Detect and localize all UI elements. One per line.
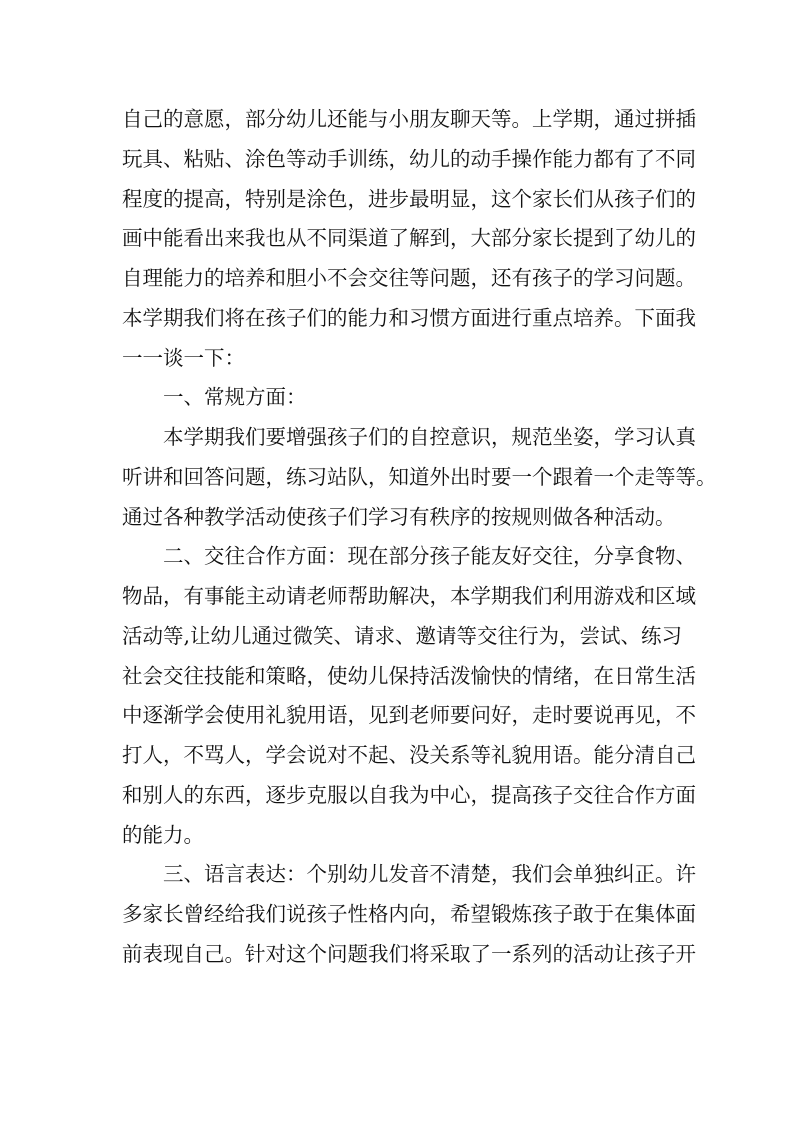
text-line: 物品，有事能主动请老师帮助解决，本学期我们利用游戏和区域 (122, 584, 696, 608)
text-line: 本学期我们要增强孩子们的自控意识，规范坐姿，学习认真 (163, 425, 696, 449)
text-line: 程度的提高，特别是涂色，进步最明显，这个家长们从孩子们的 (122, 186, 696, 211)
section-heading: 三、语言表达：个别幼儿发音不清楚，我们会单独纠正。许 (163, 862, 696, 887)
text-line: 自理能力的培养和胆小不会交往等问题，还有孩子的学习问题。 (122, 266, 696, 290)
text-line: 多家长曾经给我们说孩子性格内向，希望锻炼孩子敢于在集体面 (122, 902, 696, 926)
text-line: 通过各种教学活动使孩子们学习有秩序的按规则做各种活动。 (122, 504, 676, 529)
text-line: 玩具、粘贴、涂色等动手训练，幼儿的动手操作能力都有了不同 (122, 146, 696, 171)
text-line: 活动等,让幼儿通过微笑、请求、邀请等交往行为，尝试、练习 (122, 623, 683, 648)
text-line: 前表现自己。针对这个问题我们将采取了一系列的活动让孩子开 (122, 941, 696, 966)
text-line: 自己的意愿，部分幼儿还能与小朋友聊天等。上学期，通过拼插 (122, 107, 696, 131)
section-heading: 一、常规方面： (163, 385, 307, 410)
text-line: 画中能看出来我也从不同渠道了解到，大部分家长提到了幼儿的 (122, 226, 696, 251)
section-heading: 二、交往合作方面：现在部分孩子能友好交往，分享食物、 (163, 544, 696, 569)
text-line: 听讲和回答问题，练习站队，知道外出时要一个跟着一个走等等。 (122, 464, 717, 489)
text-line: 和别人的东西，逐步克服以自我为中心，提高孩子交往合作方面 (122, 782, 696, 807)
document-body (122, 100, 717, 975)
text-line: 社会交往技能和策略，使幼儿保持活泼愉快的情绪，在日常生活 (122, 663, 696, 688)
text-line: 中逐渐学会使用礼貌用语，见到老师要问好，走时要说再见，不 (122, 703, 696, 728)
text-line: 一一谈一下： (122, 345, 245, 370)
text-line: 本学期我们将在孩子们的能力和习惯方面进行重点培养。下面我 (122, 305, 696, 330)
text-line: 打人，不骂人，学会说对不起、没关系等礼貌用语。能分清自己 (122, 743, 696, 767)
text-line: 的能力。 (122, 822, 204, 847)
